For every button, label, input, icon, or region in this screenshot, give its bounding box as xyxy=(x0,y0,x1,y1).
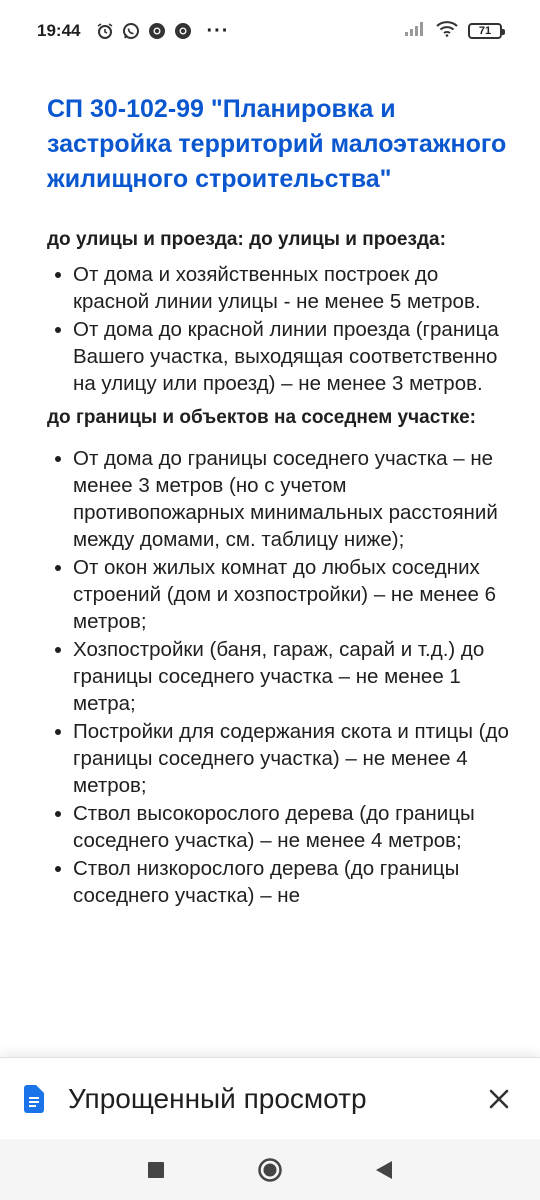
more-notifications-icon: ··· xyxy=(206,19,230,42)
article-title: СП 30-102-99 "Планировка и застройка территорий малоэтажного жилищного строительства" xyxy=(47,95,507,193)
bullet-list-street xyxy=(47,261,512,397)
back-button[interactable] xyxy=(369,1155,399,1185)
notification-icons xyxy=(96,20,229,43)
chrome-icon xyxy=(174,22,192,40)
article-content xyxy=(47,92,512,917)
wifi-icon xyxy=(436,21,458,42)
system-nav-bar xyxy=(0,1139,540,1200)
section-heading-neighbor: до границы и объектов на соседнем участке: xyxy=(47,407,476,428)
list-item: Постройки для содержания скота и птицы (до границы соседнего участка) – не менее 4 метров; xyxy=(47,718,512,799)
whatsapp-icon xyxy=(122,22,140,40)
list-item: От дома до границы соседнего участка – не менее 3 метров (но с учетом противопожарных минимальных расстояний между домами, см. таблицу ниже); xyxy=(47,445,512,553)
simplified-view-bar[interactable] xyxy=(0,1057,540,1139)
bullet-list-neighbor xyxy=(47,445,512,909)
recents-button[interactable] xyxy=(141,1155,171,1185)
battery-icon: 71 xyxy=(468,23,502,39)
square-icon xyxy=(147,1161,165,1179)
list-item: От дома и хозяйственных построек до красной линии улицы - не менее 5 метров. xyxy=(47,261,512,315)
document-icon xyxy=(24,1085,44,1113)
section-heading-street: до улицы и проезда: до улицы и проезда: xyxy=(47,229,446,250)
status-bar xyxy=(0,0,540,62)
list-item: Хозпостройки (баня, гараж, сарай и т.д.) до границы соседнего участка – не менее 1 метра; xyxy=(47,636,512,717)
home-button[interactable] xyxy=(255,1155,285,1185)
circle-icon xyxy=(257,1157,283,1183)
simplified-view-label[interactable]: Упрощенный просмотр xyxy=(68,1082,367,1114)
list-item: Ствол высокорослого дерева (до границы соседнего участка) – не менее 4 метров; xyxy=(47,800,512,854)
list-item: От окон жилых комнат до любых соседних строений (дом и хозпостройки) – не менее 6 метров; xyxy=(47,554,512,635)
back-triangle-icon xyxy=(375,1160,393,1180)
close-icon xyxy=(488,1088,510,1110)
chrome-icon xyxy=(148,22,166,40)
status-left xyxy=(37,20,229,43)
status-right xyxy=(404,21,502,42)
alarm-icon xyxy=(96,22,114,40)
list-item: От дома до красной линии проезда (граница Вашего участка, выходящая соответственно на улицу или проезд) – не менее 3 метров. xyxy=(47,316,512,397)
list-item: Ствол низкорослого дерева (до границы соседнего участка) – не xyxy=(47,855,512,909)
close-button[interactable] xyxy=(482,1082,516,1116)
signal-icon xyxy=(404,21,426,42)
status-time: 19:44 xyxy=(37,21,81,40)
